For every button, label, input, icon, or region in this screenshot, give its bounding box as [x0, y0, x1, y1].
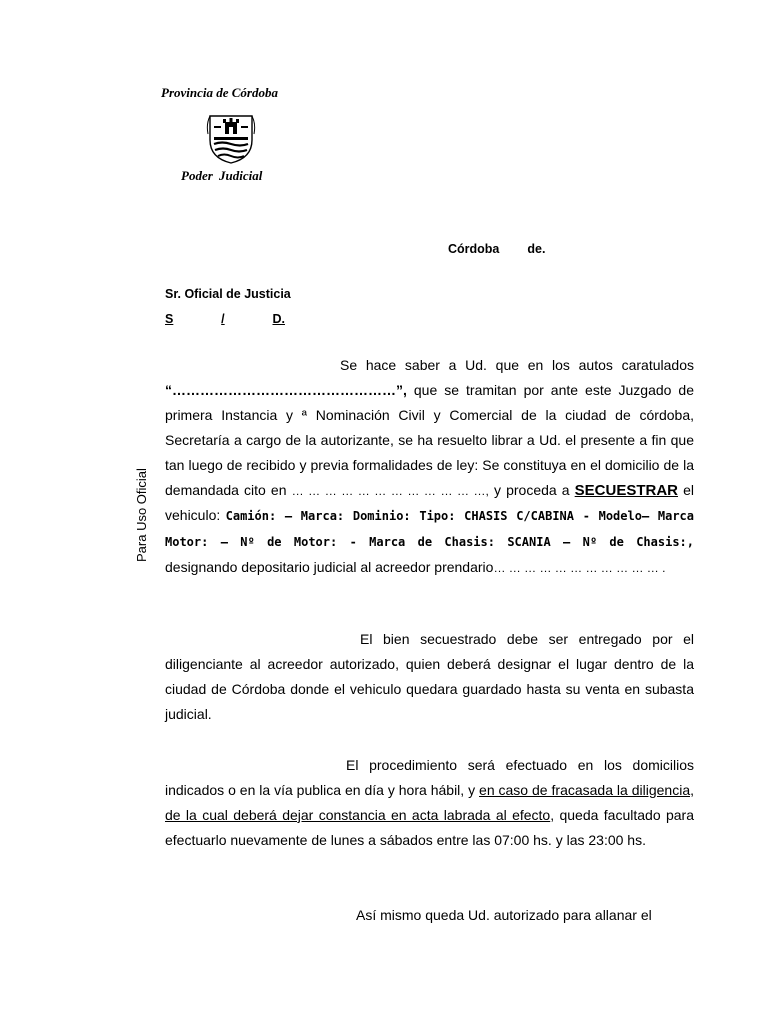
- paragraph-delivery: [165, 627, 694, 727]
- case-caption: “…………………………………………”,: [165, 381, 407, 398]
- seize-keyword: SECUESTRAR: [574, 481, 679, 499]
- p1-text-1: Se hace saber a Ud. que en los autos caratulados: [340, 357, 694, 373]
- sd-slash: /: [221, 312, 225, 326]
- p1-text-3: y proceda a: [488, 481, 575, 498]
- paragraph-procedure: [165, 753, 694, 853]
- province-heading: Provincia de Córdoba: [161, 85, 278, 100]
- p3-text-1: El procedimiento será efectuado en los domicilios indicados o en la vía publica en día y hora hábil, y: [165, 757, 694, 798]
- addressee-sd: [165, 312, 285, 326]
- paragraph-seizure-order: [165, 353, 694, 581]
- p1-text-5: designando depositario judicial al acreedor prendario: [165, 559, 494, 576]
- address-dots: … … … … … … … … … … … …,: [291, 483, 489, 498]
- p3-text-2: , queda facultado para efectuarlo nuevamente de lunes a sábados entre las 07:00 hs. y las 23:00 hs.: [165, 806, 694, 848]
- addressee-title: Sr. Oficial de Justicia: [165, 287, 291, 301]
- sd-d: D.: [272, 312, 285, 326]
- sd-s: S: [165, 312, 174, 326]
- vehicle-details: Camión: – Marca: Dominio: Tipo: CHASIS C/CABINA - Modelo– Marca Motor: – Nº de Motor: - Marca de Chasis: SCANIA – Nº de Chasis:,: [165, 509, 694, 550]
- creditor-dots: … … … … … … … … … … … .: [493, 561, 666, 576]
- date-city: Córdoba: [448, 242, 500, 256]
- p1-text-4: el vehiculo:: [165, 481, 695, 524]
- paragraph-authorization: [165, 903, 694, 928]
- coat-of-arms-icon: [204, 110, 258, 164]
- date-line: [448, 242, 545, 256]
- p1-text-2: que se tramitan por ante este Juzgado de primera Instancia y ª Nominación Civil y Comercial de la ciudad de córdoba, Secretaría a cargo de la autorizante, se ha resuelto librar a Ud. el presente a fin que tan luego de recibido y previa formalidades de ley: Se constituya en el domicilio de la demandada cito en: [165, 381, 694, 498]
- p4-text: Así mismo queda Ud. autorizado para allanar el: [356, 907, 652, 923]
- date-suffix: de.: [527, 242, 546, 256]
- p2-text: El bien secuestrado debe ser entregado por el diligenciante al acreedor autorizado, quien deberá designar el lugar dentro de la ciudad de Córdoba donde el vehiculo quedara guardado hasta su venta en subasta judicial.: [165, 631, 694, 722]
- side-note: Para Uso Oficial: [134, 468, 149, 562]
- p3-underlined: en caso de fracasada la diligencia, de la cual deberá dejar constancia en acta labrada al efecto: [165, 781, 694, 823]
- judicial-power-heading: Poder Judicial: [181, 168, 263, 183]
